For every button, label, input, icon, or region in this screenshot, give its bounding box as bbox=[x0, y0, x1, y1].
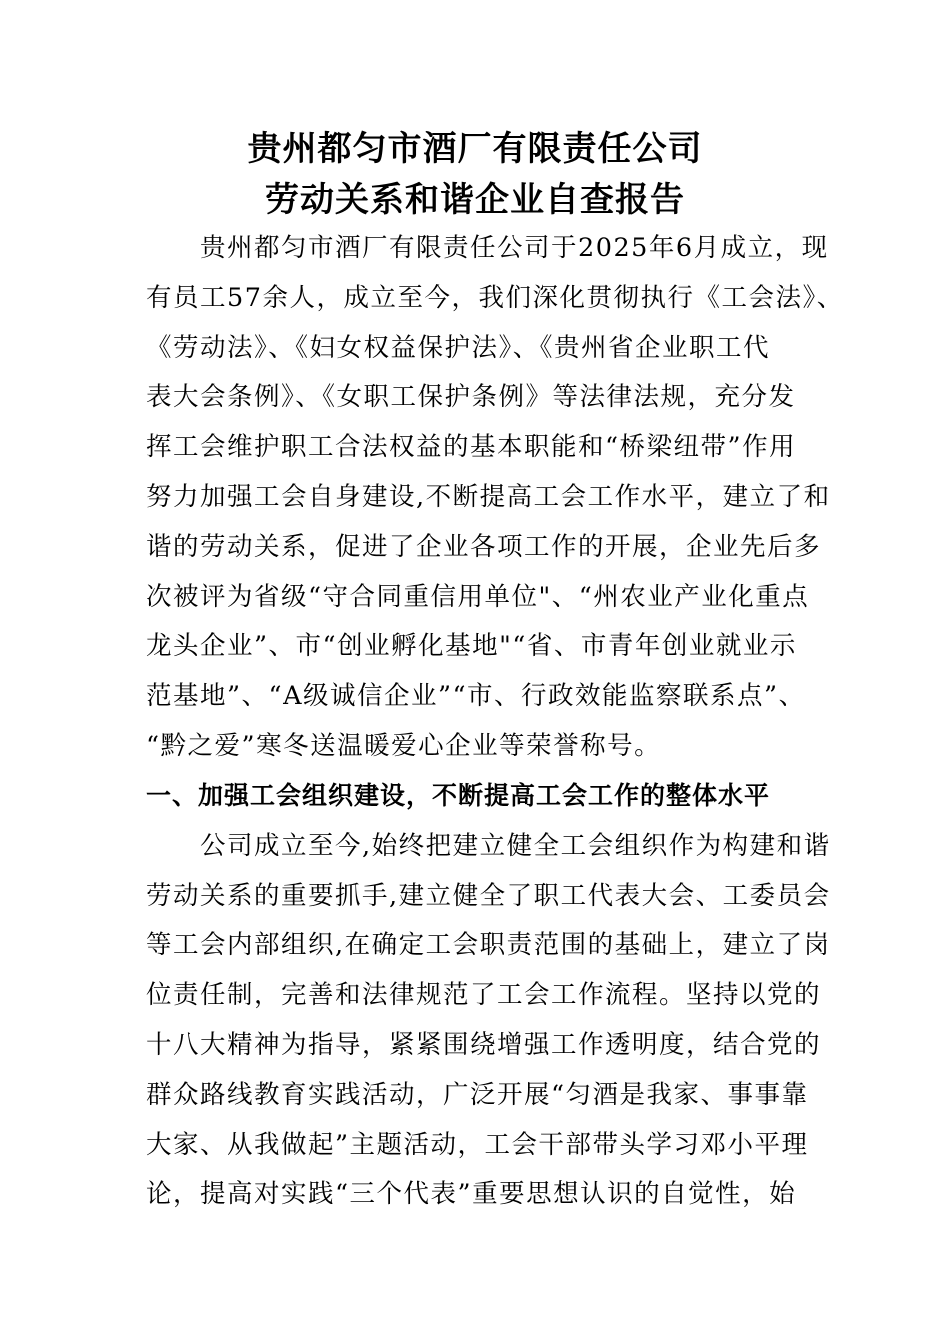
intro-line: 龙头企业”、市“创业孵化基地"“省、市青年创业就业示 bbox=[146, 631, 797, 661]
section1-line: 公司成立至今,始终把建立健全工会组织作为构建和谐 bbox=[146, 831, 831, 861]
section1-line: 等工会内部组织,在确定工会职责范围的基础上，建立了岗 bbox=[146, 930, 831, 960]
document-title-line2: 劳动关系和谐企业自查报告 bbox=[265, 180, 685, 220]
section1-line: 群众路线教育实践活动，广泛开展“匀酒是我家、事事靠 bbox=[146, 1080, 809, 1110]
document-title-line1: 贵州都匀市酒厂有限责任公司 bbox=[247, 129, 703, 169]
section1-line: 位责任制，完善和法律规范了工会工作流程。坚持以党的 bbox=[146, 980, 822, 1010]
intro-line: 谐的劳动关系，促进了企业各项工作的开展，企业先后多 bbox=[146, 532, 822, 562]
section1-line: 论，提高对实践“三个代表”重要思想认识的自觉性，始 bbox=[146, 1179, 797, 1209]
intro-line: 挥工会维护职工合法权益的基本职能和“桥梁纽带”作用 bbox=[146, 432, 797, 462]
intro-line: “黔之爱”寒冬送温暖爱心企业等荣誉称号。 bbox=[146, 731, 662, 761]
intro-line: 贵州都匀市酒厂有限责任公司于2025年6月成立，现 bbox=[146, 233, 829, 263]
intro-line: 次被评为省级“守合同重信用单位"、“州农业产业化重点 bbox=[146, 582, 810, 612]
intro-line: 表大会条例》、《女职工保护条例》等法律法规，充分发 bbox=[146, 382, 796, 412]
intro-line: 范基地”、“A级诚信企业”“市、行政效能监察联系点”、 bbox=[146, 681, 806, 711]
section1-line: 十八大精神为指导，紧紧围绕增强工作透明度，结合党的 bbox=[146, 1030, 822, 1060]
section1-line: 大家、从我做起”主题活动，工会干部带头学习邓小平理 bbox=[146, 1130, 809, 1160]
intro-line: 努力加强工会自身建设,不断提高工会工作水平，建立了和 bbox=[146, 482, 831, 512]
intro-line: 有员工57余人，成立至今，我们深化贯彻执行《工会法》、 bbox=[146, 283, 844, 313]
intro-line: 《劳动法》、《妇女权益保护法》、《贵州省企业职工代 bbox=[146, 333, 771, 363]
section1-heading: 一、加强工会组织建设，不断提高工会工作的整体水平 bbox=[146, 781, 771, 810]
section1-line: 劳动关系的重要抓手,建立健全了职工代表大会、工委员会 bbox=[146, 881, 831, 911]
